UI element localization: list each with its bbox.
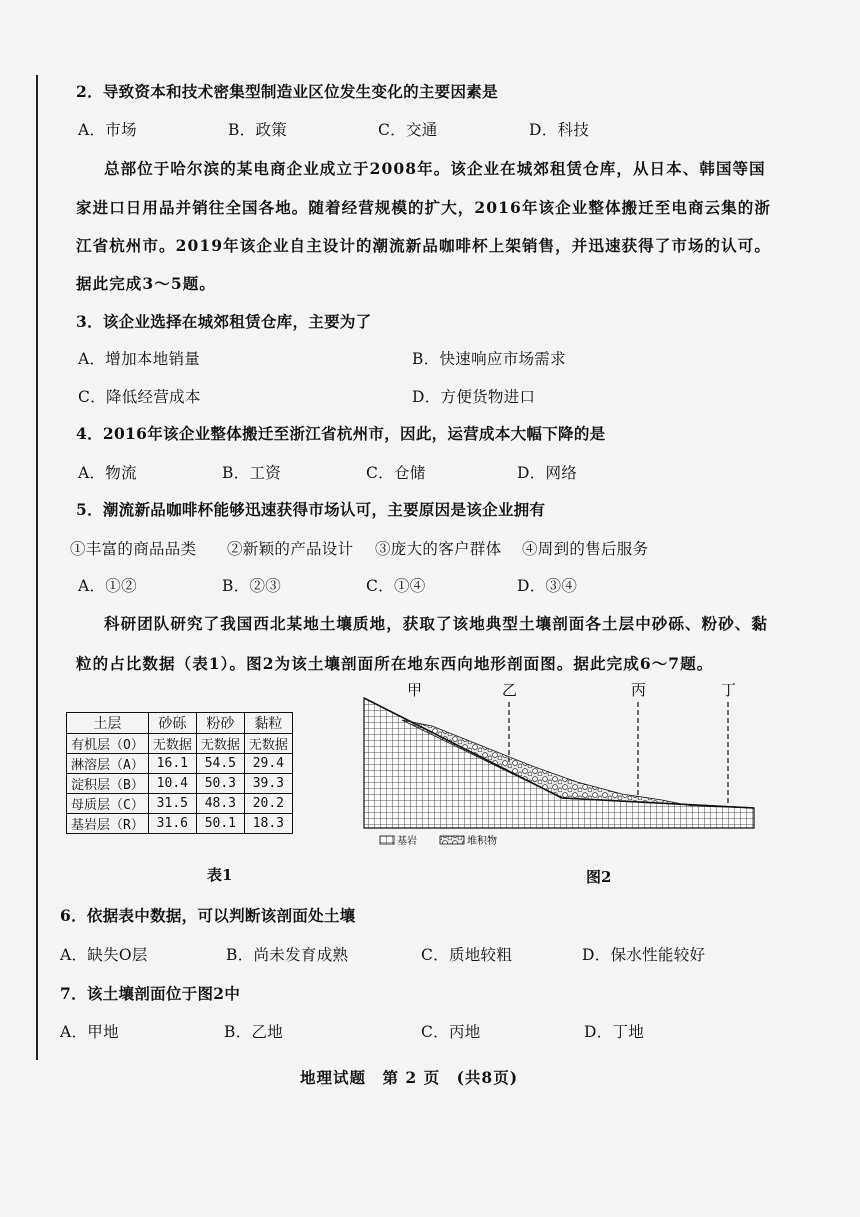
q5-option-c: C．①④ (366, 577, 426, 595)
passage1-line-1: 总部位于哈尔滨的某电商企业成立于2008年。该企业在城郊租赁仓库，从日本、韩国等国 (104, 159, 766, 178)
table-cell: 16.1 (148, 754, 196, 774)
binding-margin-line (36, 75, 38, 1060)
q4-option-b: B．工资 (222, 464, 282, 482)
q4-option-c: C．仓储 (366, 464, 426, 482)
table-cell: 31.6 (148, 814, 196, 834)
table-cell: 50.1 (196, 814, 244, 834)
table-row (67, 814, 293, 834)
table-cell: 54.5 (196, 754, 244, 774)
table1-caption: 表1 (207, 866, 233, 884)
table-cell: 无数据 (244, 734, 292, 754)
table-cell: 39.3 (244, 774, 292, 794)
question-7-stem: 7．该土壤剖面位于图2中 (60, 984, 241, 1003)
q2-option-b: B．政策 (228, 121, 288, 139)
soil-texture-table (66, 712, 293, 834)
q3-option-d: D．方便货物进口 (412, 388, 536, 406)
label-bing: 丙 (631, 681, 647, 699)
table-cell: 淀积层（B） (67, 774, 149, 794)
q7-option-d: D．丁地 (584, 1023, 645, 1041)
passage1-line-2: 家进口日用品并销往全国各地。随着经营规模的扩大，2016年该企业整体搬迁至电商云集的浙 (76, 198, 771, 217)
q5-item-2: ②新颖的产品设计 (227, 540, 354, 558)
q6-option-d: D．保水性能较好 (582, 946, 706, 964)
legend-bedrock-label: 基岩 (397, 836, 417, 847)
q3-option-a: A．增加本地销量 (78, 350, 201, 368)
question-5-stem: 5．潮流新品咖啡杯能够迅速获得市场认可，主要原因是该企业拥有 (76, 500, 546, 519)
q5-option-b: B．②③ (222, 577, 282, 595)
table-header-cell: 砂砾 (148, 713, 196, 734)
table-header-cell: 粉砂 (196, 713, 244, 734)
q3-option-c: C．降低经营成本 (78, 388, 201, 406)
table-row (67, 734, 293, 754)
q5-option-a: A．①② (78, 577, 137, 595)
q7-option-c: C．丙地 (421, 1023, 481, 1041)
table-cell: 母质层（C） (67, 794, 149, 814)
question-2-stem: 2．导致资本和技术密集型制造业区位发生变化的主要因素是 (76, 82, 498, 101)
table-cell: 18.3 (244, 814, 292, 834)
q5-item-3: ③庞大的客户群体 (375, 540, 502, 558)
legend-bedrock-swatch (380, 836, 394, 844)
passage2-line-2: 粒的占比数据（表1）。图2为该土壤剖面所在地东西向地形剖面图。据此完成6～7题。 (76, 654, 714, 673)
q6-option-a: A．缺失O层 (60, 946, 148, 964)
q5-option-d: D．③④ (517, 577, 578, 595)
q4-option-a: A．物流 (78, 464, 137, 482)
table-cell: 10.4 (148, 774, 196, 794)
table-header-cell: 土层 (67, 713, 149, 734)
q6-option-c: C．质地较粗 (421, 946, 513, 964)
q6-option-b: B．尚未发育成熟 (226, 946, 349, 964)
q3-option-b: B．快速响应市场需求 (412, 350, 566, 368)
label-yi: 乙 (502, 681, 518, 699)
table-row (67, 774, 293, 794)
question-4-stem: 4．2016年该企业整体搬迁至浙江省杭州市，因此，运营成本大幅下降的是 (76, 424, 606, 443)
table-cell: 淋溶层（A） (67, 754, 149, 774)
terrain-profile-figure (362, 680, 758, 850)
legend-sediment-swatch (440, 836, 464, 844)
q4-option-d: D．网络 (517, 464, 578, 482)
table-row (67, 794, 293, 814)
table-cell: 50.3 (196, 774, 244, 794)
table-cell: 基岩层（R） (67, 814, 149, 834)
q2-option-d: D．科技 (529, 121, 590, 139)
table-cell: 有机层（O） (67, 734, 149, 754)
q5-item-1: ①丰富的商品品类 (70, 540, 197, 558)
label-jia: 甲 (407, 681, 423, 699)
legend-sediment-label: 堆积物 (467, 836, 497, 847)
table-header-row (67, 713, 293, 734)
table-cell: 无数据 (196, 734, 244, 754)
page-footer: 地理试题 第 2 页 (共8页) (300, 1068, 519, 1087)
q7-option-a: A．甲地 (60, 1023, 119, 1041)
table-cell: 无数据 (148, 734, 196, 754)
table-cell: 31.5 (148, 794, 196, 814)
question-3-stem: 3．该企业选择在城郊租赁仓库，主要为了 (76, 312, 372, 331)
table-cell: 29.4 (244, 754, 292, 774)
question-6-stem: 6．依据表中数据，可以判断该剖面处土壤 (60, 906, 356, 925)
passage1-line-4: 据此完成3～5题。 (76, 274, 216, 293)
table-header-cell: 黏粒 (244, 713, 292, 734)
q2-option-c: C．交通 (378, 121, 438, 139)
q7-option-b: B．乙地 (224, 1023, 284, 1041)
q2-option-a: A．市场 (78, 121, 137, 139)
q5-item-4: ④周到的售后服务 (522, 540, 649, 558)
label-ding: 丁 (721, 681, 737, 699)
table-cell: 48.3 (196, 794, 244, 814)
passage1-line-3: 江省杭州市。2019年该企业自主设计的潮流新品咖啡杯上架销售，并迅速获得了市场的认可。 (76, 236, 771, 255)
passage2-line-1: 科研团队研究了我国西北某地土壤质地，获取了该地典型土壤剖面各土层中砂砾、粉砂、黏 (104, 614, 769, 633)
figure2-caption: 图2 (586, 868, 612, 886)
bedrock-shape (364, 698, 754, 828)
table-cell: 20.2 (244, 794, 292, 814)
table-row (67, 754, 293, 774)
